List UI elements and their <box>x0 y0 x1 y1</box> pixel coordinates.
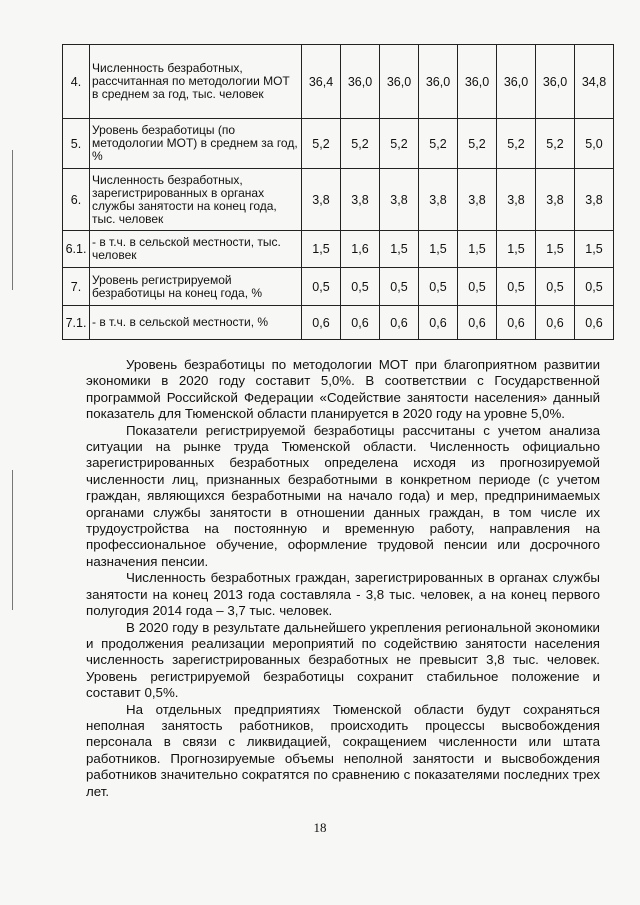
row-number: 5. <box>63 119 90 169</box>
indicator-name: Уровень регистрируемой безработицы на конец года, % <box>90 268 302 306</box>
value-cell: 1,5 <box>302 231 341 268</box>
value-cell: 0,5 <box>302 268 341 306</box>
value-cell: 3,8 <box>302 169 341 231</box>
paragraph: На отдельных предприятиях Тюменской области будут сохраняться неполная занятость работников, происходить процессы высвобождения персонала в связи с ликвидацией, сокращением численности или штата работников. Прогнозируемые объемы неполной занятости и высвобождения работников значительно сократятся по сравнению с показателями последних трех лет. <box>86 701 600 799</box>
value-cell: 3,8 <box>380 169 419 231</box>
indicator-name: Численность безработных, рассчитанная по методологии МОТ в среднем за год, тыс. человек <box>90 45 302 119</box>
paragraph: Уровень безработицы по методологии МОТ при благоприятном развитии экономики в 2020 году составит 5,0%. В соответствии с Государственной программой Российской Федерации «Содействие занятости населения» данный показатель для Тюменской области планируется в 2020 году на уровне 5,0%. <box>86 357 600 422</box>
value-cell: 36,0 <box>536 45 575 119</box>
value-cell: 0,6 <box>380 306 419 340</box>
table-row <box>63 306 614 340</box>
value-cell: 36,0 <box>419 45 458 119</box>
value-cell: 5,2 <box>302 119 341 169</box>
indicator-name: Уровень безработицы (по методологии МОТ) в среднем за год, % <box>90 119 302 169</box>
row-number: 7. <box>63 268 90 306</box>
indicator-name: Численность безработных, зарегистрированных в органах службы занятости на конец года, тыс. человек <box>90 169 302 231</box>
scan-edge-line <box>12 150 13 290</box>
value-cell: 1,5 <box>497 231 536 268</box>
value-cell: 0,6 <box>458 306 497 340</box>
body-text <box>86 357 600 800</box>
table-row <box>63 268 614 306</box>
value-cell: 0,5 <box>458 268 497 306</box>
paragraph: Показатели регистрируемой безработицы рассчитаны с учетом анализа ситуации на рынке труда Тюменской области. Численность официально зарегистрированных безработных определена исходя из прогнозируемой численности лиц, признанных безработными в конкретном периоде (с учетом граждан, являющихся безработными на начало года) и мер, предпринимаемых органами службы занятости в отношении данных граждан, в том числе их трудоустройства на постоянную и временную работу, направления на профессиональное обучение, оформление трудовой пенсии или досрочного назначения пенсии. <box>86 422 600 569</box>
value-cell: 1,5 <box>575 231 614 268</box>
value-cell: 1,5 <box>536 231 575 268</box>
value-cell: 34,8 <box>575 45 614 119</box>
value-cell: 5,0 <box>575 119 614 169</box>
value-cell: 5,2 <box>497 119 536 169</box>
value-cell: 5,2 <box>536 119 575 169</box>
value-cell: 5,2 <box>380 119 419 169</box>
table-row <box>63 45 614 119</box>
value-cell: 3,8 <box>341 169 380 231</box>
table-row <box>63 119 614 169</box>
value-cell: 5,2 <box>419 119 458 169</box>
paragraph: В 2020 году в результате дальнейшего укрепления региональной экономики и продолжения реализации мероприятий по содействию занятости населения численность зарегистрированных безработных не превысит 3,8 тыс. человек. Уровень регистрируемой безработицы сохранит стабильное положение и составит 0,5%. <box>86 619 600 701</box>
value-cell: 3,8 <box>419 169 458 231</box>
value-cell: 5,2 <box>458 119 497 169</box>
value-cell: 0,5 <box>419 268 458 306</box>
value-cell: 1,5 <box>458 231 497 268</box>
row-number: 6.1. <box>63 231 90 268</box>
paragraph: Численность безработных граждан, зарегистрированных в органах службы занятости на конец 2013 года составляла - 3,8 тыс. человек, а на конец первого полугодия 2014 года – 3,7 тыс. человек. <box>86 570 600 619</box>
value-cell: 0,5 <box>536 268 575 306</box>
value-cell: 0,5 <box>575 268 614 306</box>
row-number: 4. <box>63 45 90 119</box>
value-cell: 0,6 <box>575 306 614 340</box>
value-cell: 36,0 <box>497 45 536 119</box>
scan-edge-line <box>12 470 13 610</box>
value-cell: 0,6 <box>536 306 575 340</box>
value-cell: 36,0 <box>380 45 419 119</box>
value-cell: 0,6 <box>497 306 536 340</box>
table-row <box>63 231 614 268</box>
value-cell: 3,8 <box>575 169 614 231</box>
value-cell: 0,5 <box>497 268 536 306</box>
value-cell: 0,5 <box>380 268 419 306</box>
value-cell: 3,8 <box>536 169 575 231</box>
value-cell: 3,8 <box>458 169 497 231</box>
indicator-name: - в т.ч. в сельской местности, тыс. человек <box>90 231 302 268</box>
value-cell: 0,5 <box>341 268 380 306</box>
page-number: 18 <box>313 820 327 835</box>
value-cell: 36,4 <box>302 45 341 119</box>
row-number: 7.1. <box>63 306 90 340</box>
indicators-table <box>62 44 614 340</box>
value-cell: 0,6 <box>302 306 341 340</box>
table-row <box>63 169 614 231</box>
value-cell: 1,5 <box>380 231 419 268</box>
value-cell: 0,6 <box>341 306 380 340</box>
value-cell: 3,8 <box>497 169 536 231</box>
value-cell: 0,6 <box>419 306 458 340</box>
value-cell: 36,0 <box>341 45 380 119</box>
value-cell: 5,2 <box>341 119 380 169</box>
value-cell: 36,0 <box>458 45 497 119</box>
indicator-name: - в т.ч. в сельской местности, % <box>90 306 302 340</box>
value-cell: 1,5 <box>419 231 458 268</box>
row-number: 6. <box>63 169 90 231</box>
value-cell: 1,6 <box>341 231 380 268</box>
